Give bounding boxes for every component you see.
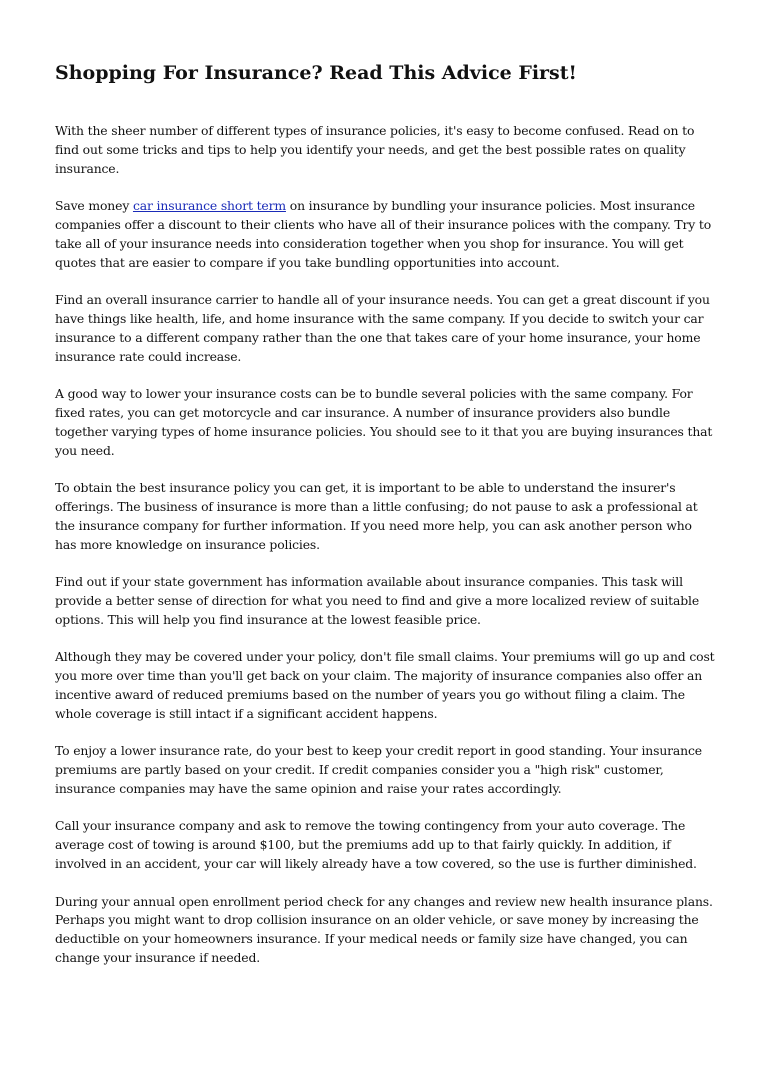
paragraph-small-claims: Although they may be covered under your policy, don't file small claims. Your premiums will go up and cost you more over time than you'll get back on your claim. The majority of insurance companies also offer an incentive award of reduced premiums based on the number of years you go without filing a claim. The whole coverage is still intact if a significant accident happens. — [55, 649, 715, 721]
paragraph-intro: With the sheer number of different types of insurance policies, it's easy to become confused. Read on to find out some tricks and tips to help you identify your needs, and get the best possible rates on quality insurance. — [55, 123, 695, 176]
paragraph-credit-report: To enjoy a lower insurance rate, do your best to keep your credit report in good standing. Your insurance premiums are partly based on your credit. If credit companies consider you a "high risk" customer, insurance companies may have the same opinion and raise your rates accordingly. — [55, 743, 702, 796]
paragraph-state-government: Find out if your state government has information available about insurance companies. This task will provide a better sense of direction for what you need to find and give a more localized review of suitable options. This will help you find insurance at the lowest feasible price. — [55, 574, 700, 627]
paragraph-overall-carrier: Find an overall insurance carrier to handle all of your insurance needs. You can get a great discount if you have things like health, life, and home insurance with the same company. If you decide to switch your car insurance to a different company rather than the one that takes care of your home insurance, your home insurance rate could increase. — [55, 292, 710, 364]
article-body — [55, 122, 715, 968]
car-insurance-short-term-link[interactable]: car insurance short term — [132, 198, 286, 214]
paragraph-open-enrollment: During your annual open enrollment period check for any changes and review new health insurance plans. Perhaps you might want to drop collision insurance on an older vehicle, or save money by increasing the deductible on your homeowners insurance. If your medical needs or family size have changed, you can change your insurance if needed. — [55, 893, 713, 966]
paragraph-towing: Call your insurance company and ask to remove the towing contingency from your auto coverage. The average cost of towing is around $100, but the premiums add up to that fairly quickly. In addition, if involved in an accident, your car will likely already have a tow covered, so the use is further diminished. — [55, 818, 697, 872]
page-title: Shopping For Insurance? Read This Advice First! — [55, 62, 577, 84]
paragraph-bundling — [55, 197, 715, 272]
document-page — [55, 56, 715, 987]
paragraph-understand-offerings: To obtain the best insurance policy you can get, it is important to be able to understand the insurer's offerings. The business of insurance is more than a little confusing; do not pause to ask a professional at the insurance company for further information. If you need more help, you can ask another person who has more knowledge on insurance policies. — [55, 480, 698, 552]
paragraph-lower-costs: A good way to lower your insurance costs can be to bundle several policies with the same company. For fixed rates, you can get motorcycle and car insurance. A number of insurance providers also bundle together varying types of home insurance policies. You should see to it that you are buying insurances that you need. — [55, 386, 713, 458]
paragraph-text-before-link: Save money — [55, 198, 133, 214]
paragraph-text-after-link: on insurance by bundling your insurance policies. Most insurance companies offer a discount to their clients who have all of their insurance polices with the company. Try to take all of your insurance needs into consideration together when you shop for insurance. You will get quotes that are easier to compare if you take bundling opportunities into account. — [55, 198, 712, 270]
